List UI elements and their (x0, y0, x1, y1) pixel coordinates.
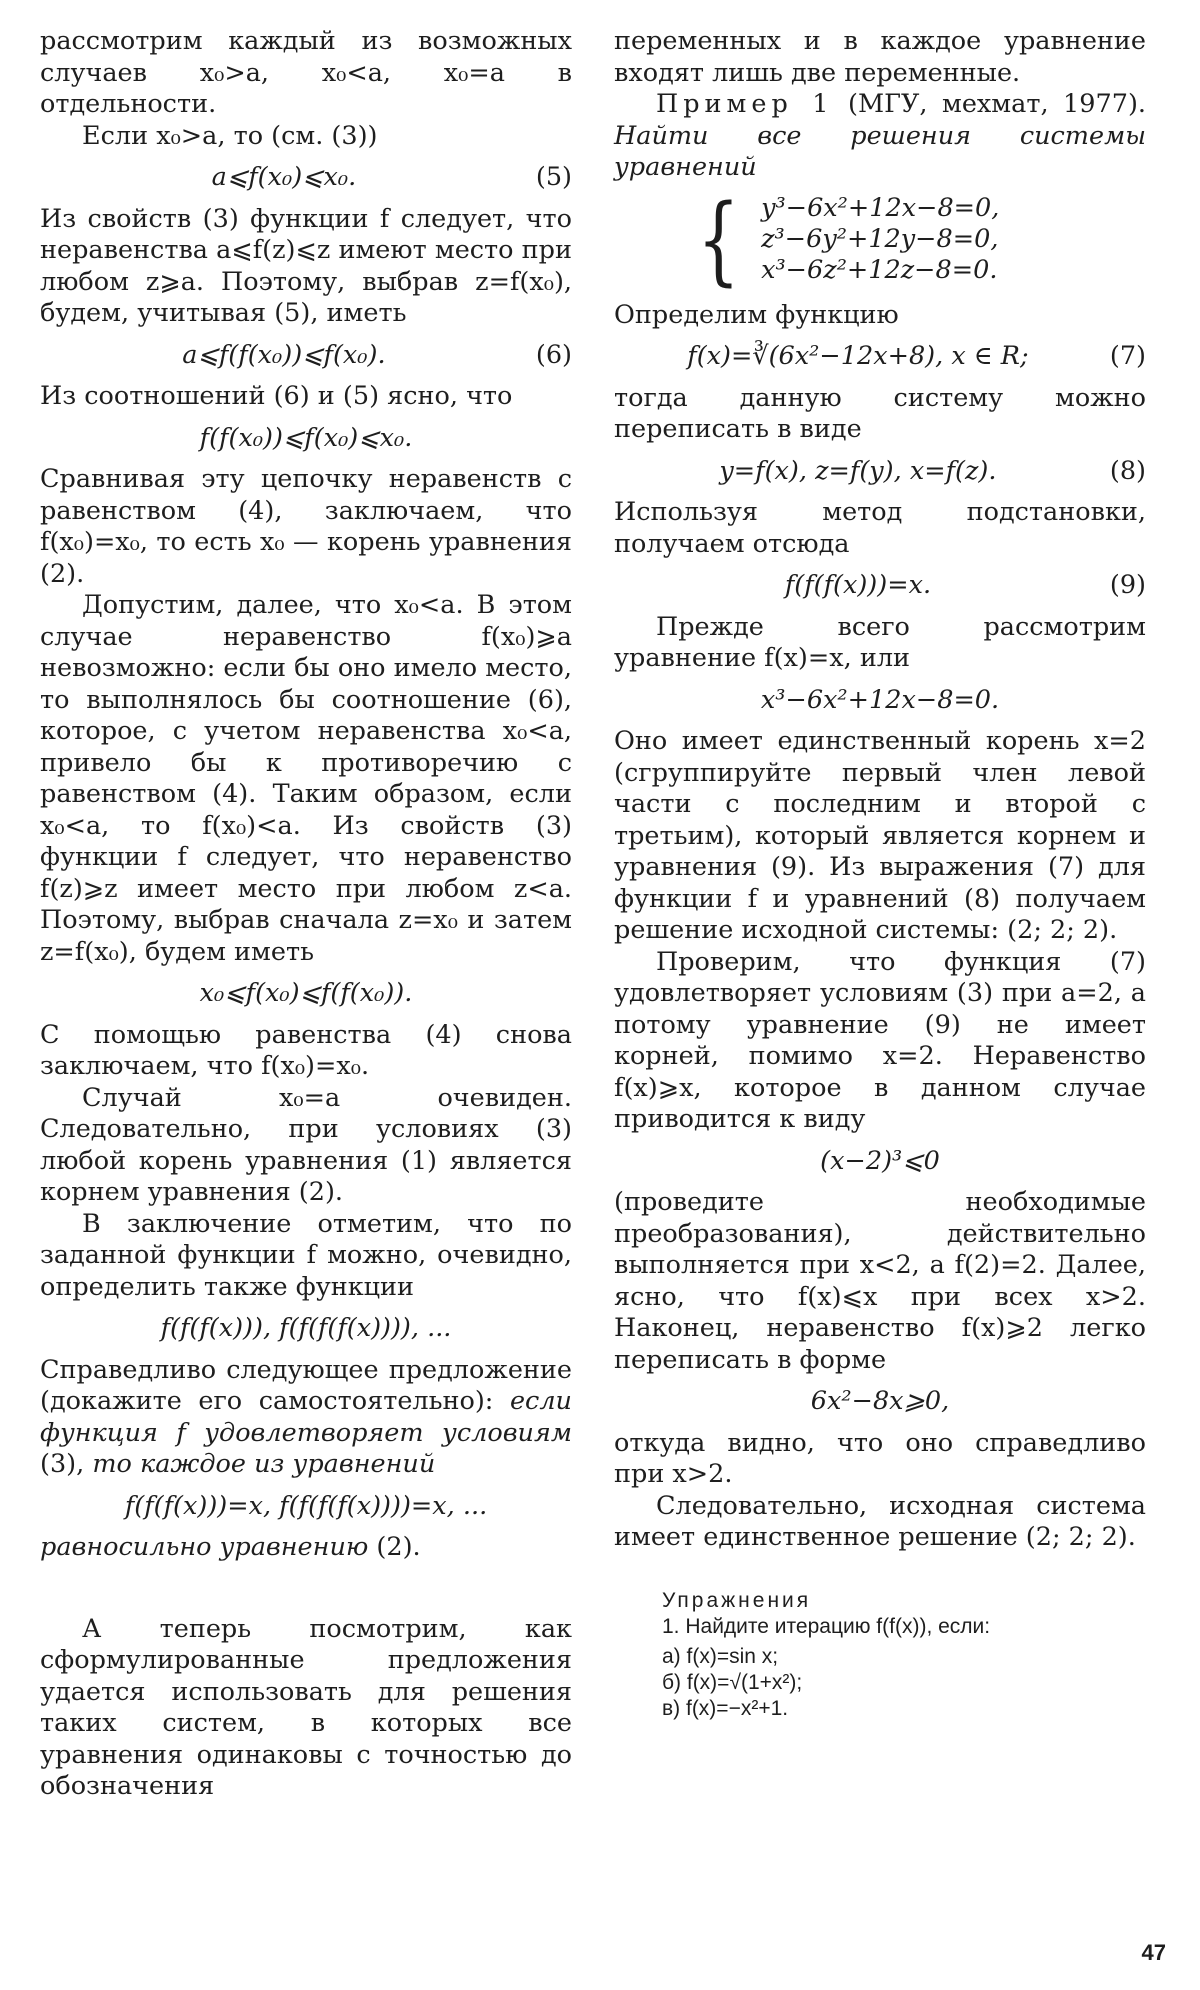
equation: 6x²−8x⩾0, (810, 1386, 950, 1416)
left-column (40, 26, 572, 1803)
exercises (614, 1588, 1146, 1722)
page-number: 47 (1141, 1940, 1166, 1965)
exercise-item: а) f(x)=sin x; (662, 1644, 779, 1668)
equation: f(f(x₀))⩽f(x₀)⩽x₀. (199, 422, 413, 453)
paragraph: Допустим, далее, что x₀<a. В этом случае неравенство f(x₀)⩾a невозможно: если бы оно имело место, то выполнялось бы соотношение (6), которое, с учетом неравенства x₀<a, привело бы к противоречию с равенством (4). Таким образом, если x₀<a, то f(x₀)<a. Из свойств (3) функции f следует, что неравенство f(z)⩾z имеет место при любом z<a. Поэтому, выбрав сначала z=x₀ и затем z=f(x₀), будем иметь (40, 590, 572, 967)
equation: (x−2)³⩽0 (820, 1145, 940, 1176)
right-column (614, 26, 1146, 1722)
example-task: Найти все решения системы уравнений (614, 120, 1146, 182)
proposition-reference: (3), (40, 1449, 85, 1479)
paragraph: Определим функцию (614, 299, 899, 330)
equation-number: (7) (1109, 341, 1146, 371)
proposition-statement: равносильно уравнению (40, 1532, 369, 1562)
equation-7 (614, 341, 1146, 373)
paragraph: Случай x₀=a очевиден. Следовательно, при условиях (3) любой корень уравнения (1) является корнем уравнения (2). (40, 1082, 572, 1207)
paragraph: Используя метод подстановки, получаем отсюда (614, 497, 1146, 559)
formula: y=f(x), z=f(y), x=f(z). (719, 455, 997, 486)
system-line: y³−6x²+12x−8=0, (761, 193, 1000, 223)
paragraph: В заключение отметим, что по заданной функции f можно, очевидно, определить также функции (40, 1208, 572, 1302)
paragraph: Оно имеет единственный корень x=2 (сгруппируйте первый член левой части с последним и второй с третьим), который является корнем и уравнения (9). Из выражения (7) для функции f и уравнений (8) получаем решение исходной системы: (2; 2; 2). (614, 726, 1146, 945)
paragraph: Следовательно, исходная система имеет единственное решение (2; 2; 2). (614, 1490, 1146, 1552)
equation-number: (9) (1109, 570, 1146, 600)
paragraph: (проведите необходимые преобразования), действительно выполняется при x<2, а f(2)=2. Далее, ясно, что f(x)⩽x при всех x>2. Наконец, неравенство f(x)⩾2 легко переписать в форме (614, 1187, 1146, 1375)
example-label: Пример 1 (656, 89, 834, 119)
paragraph: Если x₀>a, то (см. (3)) (82, 120, 378, 151)
paragraph: Проверим, что функция (7) удовлетворяет условиям (3) при a=2, а потому уравнение (9) не имеет корней, помимо x=2. Неравенство f(x)⩾x, которое в данном случае приводится к виду (614, 946, 1146, 1134)
paragraph: рассмотрим каждый из возможных случаев x₀>a, x₀<a, x₀=a в отдельности. (40, 26, 572, 119)
equation-number: (5) (535, 162, 572, 192)
exercises-heading: Упражнения (662, 1588, 812, 1612)
paragraph: С помощью равенства (4) снова заключаем, что f(x₀)=x₀. (40, 1019, 572, 1081)
paragraph: откуда видно, что оно справедливо при x>2. (614, 1427, 1146, 1489)
paragraph: Из соотношений (6) и (5) ясно, что (40, 381, 513, 411)
equation-number: (8) (1109, 455, 1146, 486)
equation: x³−6x²+12x−8=0. (760, 684, 1000, 715)
proposition-statement: если функция f удовлетворяет условиям (40, 1386, 572, 1448)
paragraph: Сравнивая эту цепочку неравенств с равенством (4), заключаем, что f(x₀)=x₀, то есть x₀ — корень уравнения (2). (40, 464, 572, 589)
equation: x₀⩽f(x₀)⩽f(f(x₀)). (199, 978, 413, 1008)
equation-5 (40, 162, 572, 194)
exercise-item: б) f(x)=√(1+x²); (662, 1670, 803, 1694)
system-line: x³−6z²+12z−8=0. (761, 255, 998, 285)
example-heading (614, 89, 1146, 184)
brace-icon: { (697, 183, 740, 296)
equation-9 (614, 570, 1146, 602)
proposition-reference: (2). (376, 1532, 421, 1562)
formula: a⩽f(f(x₀))⩽f(x₀). (182, 339, 386, 370)
paragraph: переменных и в каждое уравнение входят лишь две переменные. (614, 26, 1146, 88)
example-source: (МГУ, мехмат, 1977). (848, 89, 1146, 119)
system-line: z³−6y²+12y−8=0, (761, 224, 999, 254)
formula: f(f(f(x)))=x. (784, 570, 932, 600)
equation: f(f(f(x))), f(f(f(f(x)))), ... (160, 1313, 452, 1343)
proposition-statement: то каждое из уравнений (92, 1449, 436, 1479)
proposition-intro: Справедливо следующее предложение (докажите его самостоятельно): (40, 1354, 572, 1416)
equation: f(f(f(x)))=x, f(f(f(f(x))))=x, ... (124, 1490, 488, 1521)
formula: a⩽f(x₀)⩽x₀. (211, 162, 357, 192)
paragraph: тогда данную систему можно переписать в виде (614, 382, 1146, 444)
proposition (40, 1355, 572, 1481)
proposition-conclusion (40, 1532, 572, 1564)
paragraph: Из свойств (3) функции f следует, что неравенства a⩽f(z)⩽z имеют место при любом z⩾a. Поэтому, выбрав z=f(x₀), будем, учитывая (5), иметь (40, 203, 572, 328)
exercise-task: 1. Найдите итерацию f(f(x)), если: (662, 1614, 991, 1638)
paragraph: А теперь посмотрим, как сформулированные предложения удается использовать для решения таких систем, в которых все уравнения одинаковы с точностью до обозначения (40, 1613, 572, 1801)
equation-number: (6) (535, 339, 572, 370)
equation-6 (40, 340, 572, 372)
paragraph: Прежде всего рассмотрим уравнение f(x)=x, или (614, 611, 1146, 673)
equation-8 (614, 456, 1146, 488)
formula: f(x)=∛(6x²−12x+8), x ∈ R; (687, 341, 1029, 371)
equation-system (688, 183, 1146, 296)
exercise-item: в) f(x)=−x²+1. (662, 1696, 789, 1720)
